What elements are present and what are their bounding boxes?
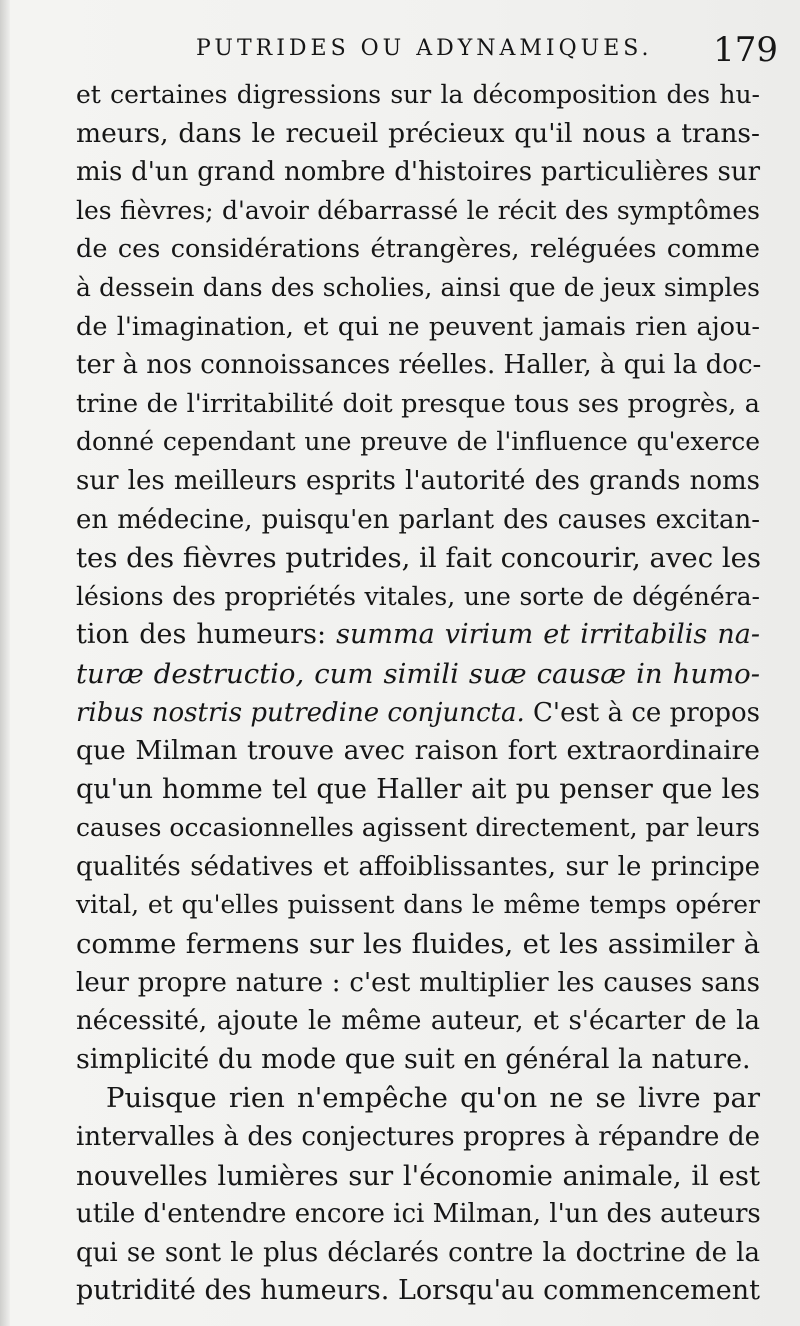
text-line: donné cependant une preuve de l'influence qu'exerce (76, 427, 760, 457)
text-roman: tion des humeurs: (76, 619, 337, 651)
paragraph-start-line: Puisque rien n'empêche qu'on ne se livre par (106, 1082, 760, 1115)
latin-quote-line: turæ destructio, cum simili suæ causæ in humo- (76, 657, 760, 690)
text-line: vital, et qu'elles puissent dans le même temps opérer (76, 890, 760, 920)
text-roman: C'est à ce propos (524, 697, 760, 728)
text-line: mis d'un grand nombre d'histoires particulières sur (76, 157, 760, 188)
text-line: ter à nos connoissances réelles. Haller, à qui la doc- (76, 350, 762, 381)
text-line: trine de l'irritabilité doit presque tous ses progrès, a (76, 388, 760, 419)
latin-quote: summa virium et irritabilis na- (336, 619, 760, 651)
text-line: à dessein dans des scholies, ainsi que de jeux simples (76, 272, 760, 302)
page-gutter-shadow (0, 0, 10, 1326)
text-line-mixed (76, 694, 760, 733)
text-line-mixed (76, 616, 760, 655)
text-line: meurs, dans le recueil précieux qu'il nous a trans- (76, 117, 760, 149)
text-line: sur les meilleurs esprits l'autorité des grands noms (76, 465, 760, 496)
text-body (76, 76, 760, 1311)
page-number: 179 (713, 30, 778, 70)
running-title: PUTRIDES OU ADYNAMIQUES. (196, 36, 653, 61)
text-line: qu'un homme tel que Haller ait pu penser que les (76, 773, 760, 805)
text-line: nécessité, ajoute le même auteur, et s'écarter de la (76, 1006, 760, 1037)
latin-quote: ribus nostris putredine conjuncta. (76, 697, 525, 728)
text-line: intervalles à des conjectures propres à répandre de (76, 1122, 760, 1153)
text-line: causes occasionnelles agissent directement, par leurs (76, 813, 760, 843)
text-line: nouvelles lumières sur l'économie animale, il est (76, 1159, 760, 1192)
text-line: qui se sont le plus déclarés contre la doctrine de la (76, 1237, 760, 1268)
text-line: putridité des humeurs. Lorsqu'au commencement (76, 1275, 760, 1307)
paragraph-end-line: simplicité du mode que suit en général la nature. (76, 1043, 751, 1075)
text-line: que Milman trouve avec raison fort extraordinaire (76, 735, 760, 767)
text-line: tes des fièvres putrides, il fait concourir, avec les (76, 542, 762, 575)
text-line: lésions des propriétés vitales, une sorte de dégénéra- (76, 581, 760, 611)
text-line: les fièvres; d'avoir débarrassé le récit des symptômes (76, 195, 760, 225)
text-line: de l'imagination, et qui ne peuvent jamais rien ajou- (76, 311, 760, 342)
text-line: qualités sédatives et affoiblissantes, sur le principe (76, 851, 760, 882)
text-line: comme fermens sur les fluides, et les assimiler à (76, 928, 760, 961)
text-line: utile d'entendre encore ici Milman, l'un des auteurs (76, 1199, 761, 1230)
text-line: en médecine, puisqu'en parlant des causes excitan- (76, 504, 760, 535)
text-line: et certaines digressions sur la décomposition des hu- (76, 80, 760, 109)
text-line: de ces considérations étrangères, reléguées comme (76, 234, 760, 265)
page-header (196, 30, 788, 74)
text-line: leur propre nature : c'est multiplier les causes sans (76, 967, 760, 998)
